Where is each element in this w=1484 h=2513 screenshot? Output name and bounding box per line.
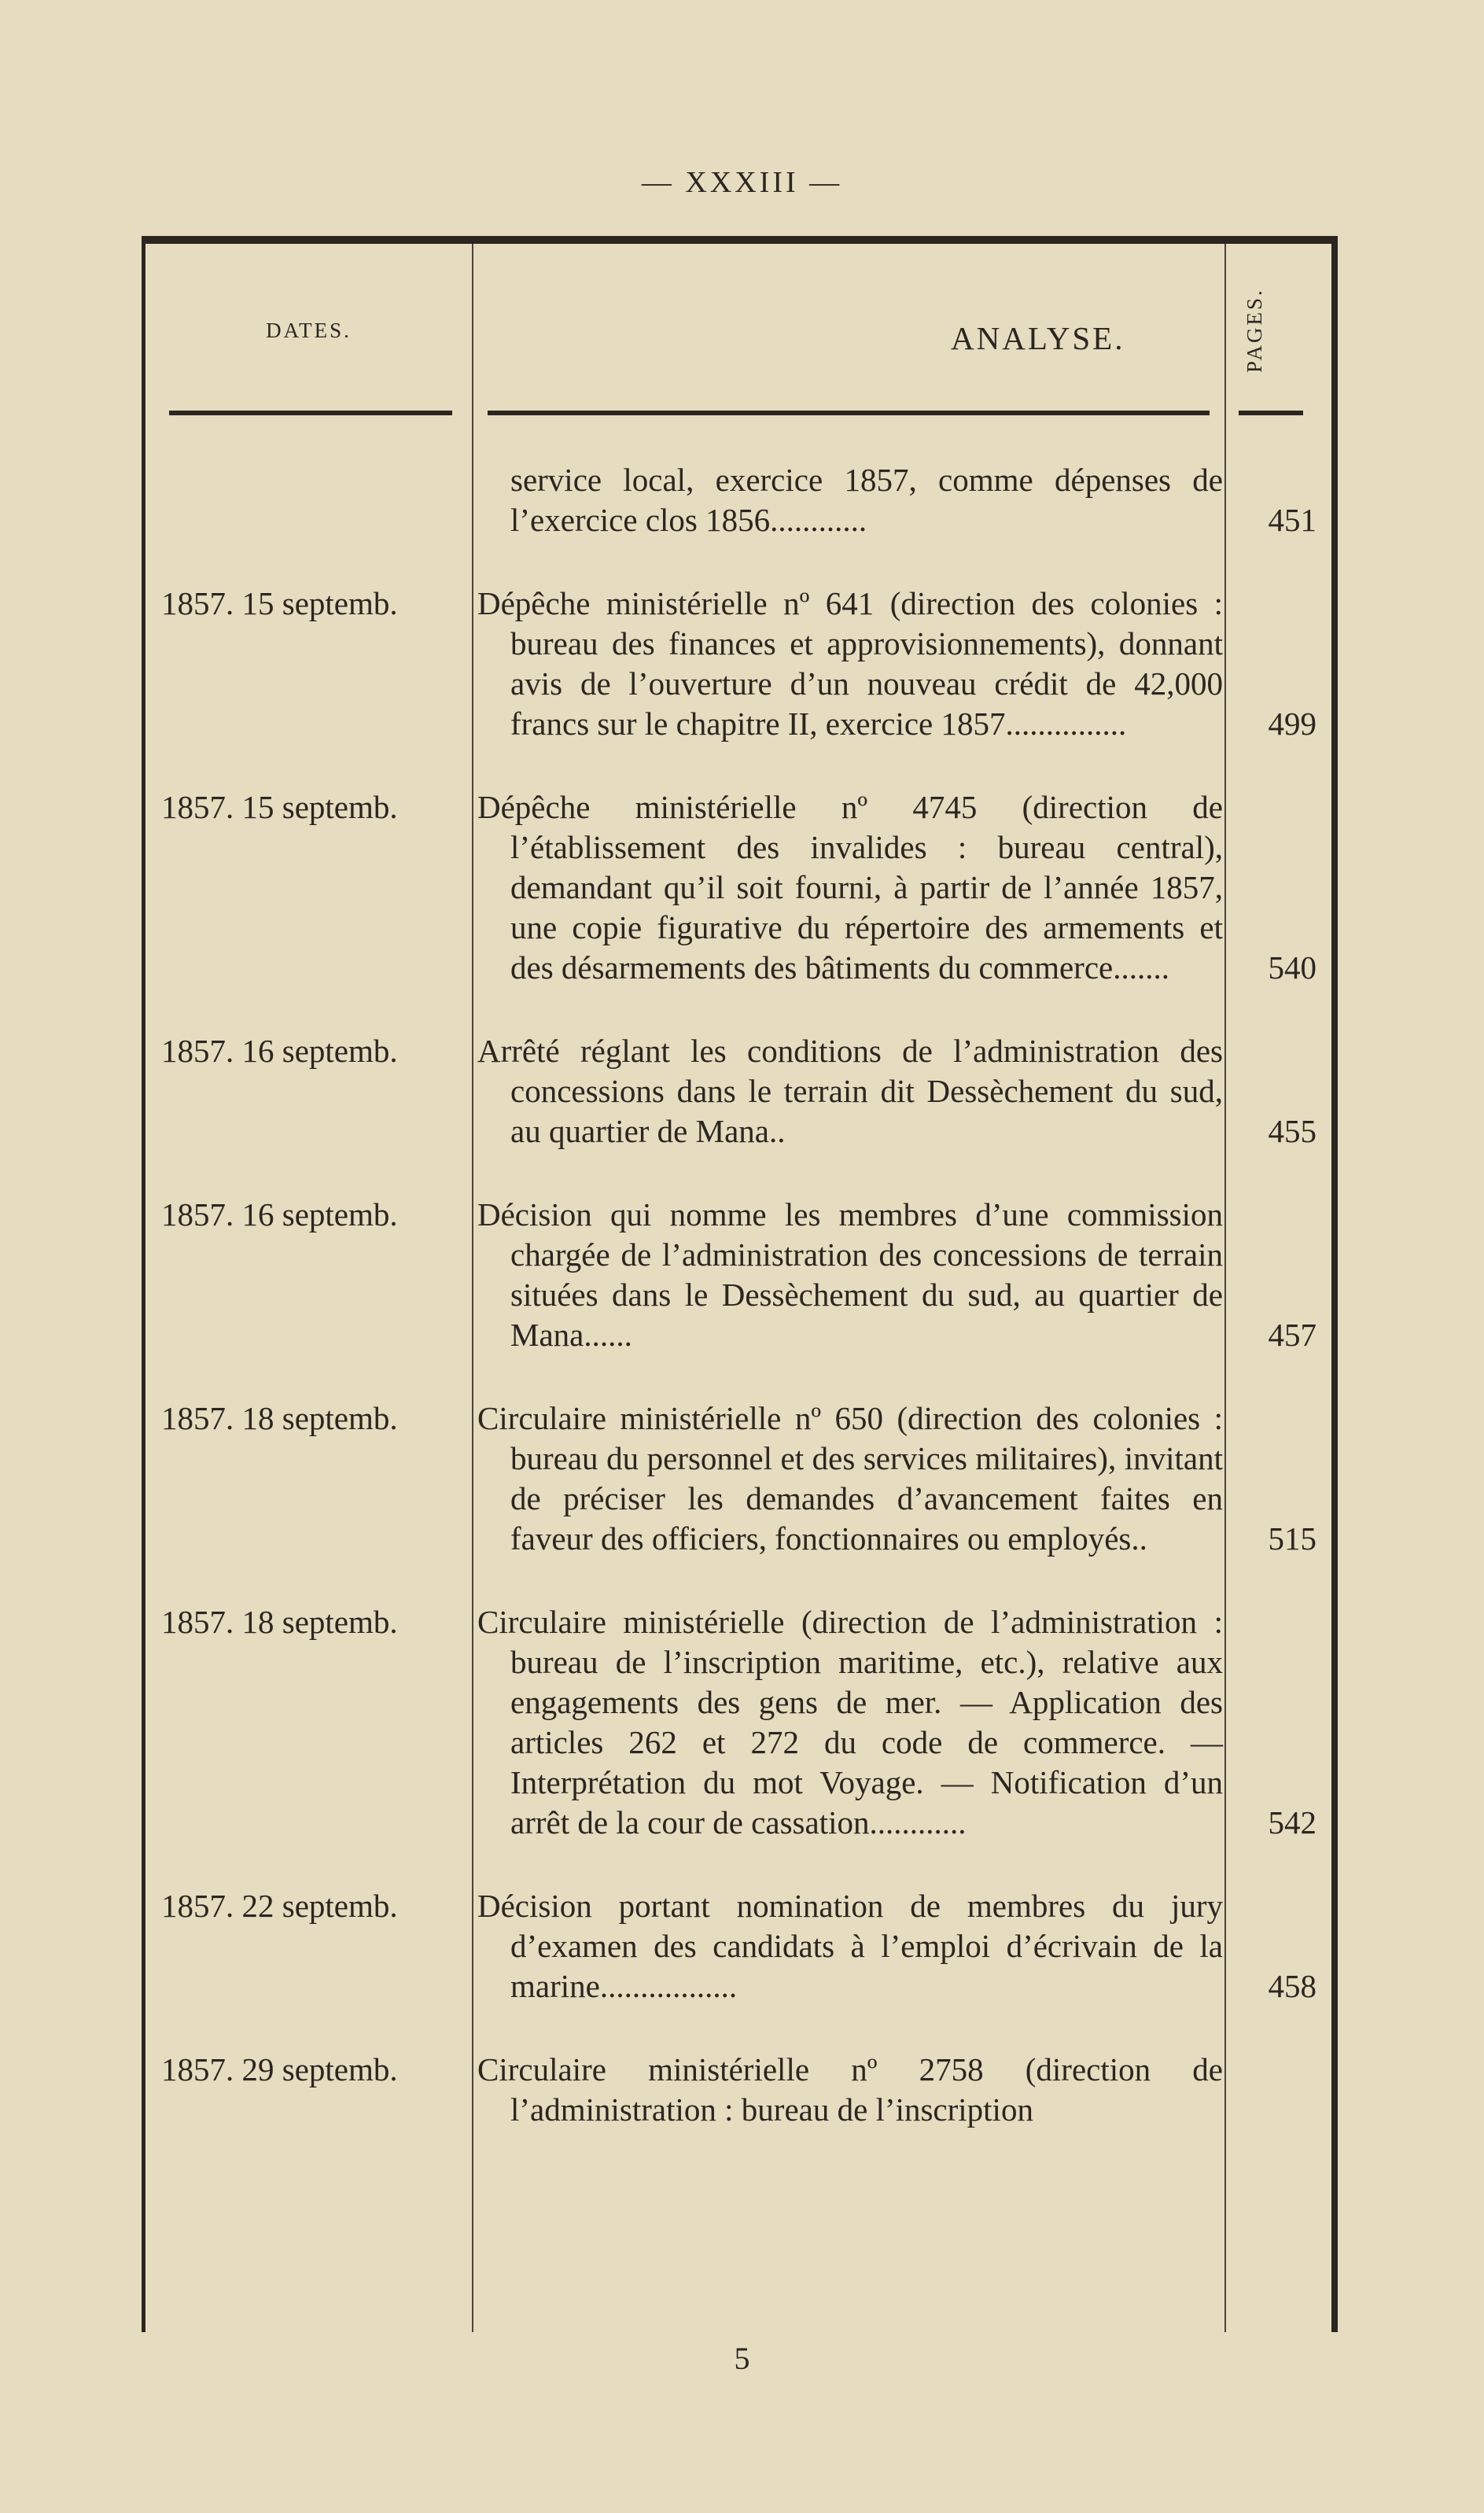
entry-page: 499 (1268, 706, 1316, 742)
entry-analysis: Circulaire ministérielle nº 650 (direction des colonies : bureau du personnel et des services militaires), invitant de préciser les demandes d’avancement faites en faveur des officiers, fonctionnaires ou employés.. (477, 1400, 1223, 1557)
entry-date: 1857. 15 septemb. (161, 789, 398, 825)
entry-page: 455 (1268, 1113, 1316, 1149)
entry-date: 1857. 22 septemb. (161, 1888, 398, 1924)
table-row (0, 787, 1484, 988)
entry-page: 542 (1268, 1804, 1316, 1841)
column-header-analyse: ANALYSE. (951, 320, 1125, 356)
entry-analysis: Décision portant nomination de membres du jury d’examen des candidats à l’emploi d’écrivain de la marine................. (477, 1888, 1223, 2004)
entry-analysis: Dépêche ministérielle nº 641 (direction des colonies : bureau des finances et approvisionnements), donnant avis de l’ouverture d’un nouveau crédit de 42,000 francs sur le chapitre II, exercice 1857............... (477, 585, 1223, 742)
table-row (0, 1031, 1484, 1151)
entry-analysis: Dépêche ministérielle nº 4745 (direction de l’établissement des invalides : bureau central), demandant qu’il soit fourni, à partir de l’année 1857, une copie figurative du répertoire des armements et des désarmements des bâtiments du commerce....... (477, 789, 1223, 986)
page-number-header: — XXXIII — (641, 166, 843, 199)
entry-page: 457 (1268, 1317, 1316, 1353)
signature-mark: 5 (734, 2341, 750, 2376)
table-row (0, 1886, 1484, 2006)
header-rule-pages (1239, 411, 1303, 415)
header-rule-dates (169, 411, 452, 415)
column-header-pages: PAGES. (1243, 288, 1266, 373)
table-row (0, 2050, 1484, 2130)
entry-date: 1857. 15 septemb. (161, 585, 398, 621)
entry-page: 515 (1268, 1520, 1316, 1557)
entry-date: 1857. 16 septemb. (161, 1196, 398, 1233)
entry-page: 540 (1268, 949, 1316, 986)
entry-date: 1857. 18 septemb. (161, 1604, 398, 1640)
entries-list (0, 460, 1484, 2173)
entry-page: 451 (1268, 502, 1316, 538)
table-row (0, 460, 1484, 540)
entry-analysis: Arrêté réglant les conditions de l’administration des concessions dans le terrain dit Dessèchement du sud, au quartier de Mana.. (477, 1033, 1223, 1149)
header-rule-analyse (488, 411, 1210, 415)
entry-analysis: Circulaire ministérielle nº 2758 (direction de l’administration : bureau de l’inscription (477, 2051, 1223, 2128)
entry-date: 1857. 29 septemb. (161, 2051, 398, 2087)
entry-analysis: service local, exercice 1857, comme dépenses de l’exercice clos 1856............ (510, 462, 1223, 538)
table-row (0, 1602, 1484, 1843)
entry-analysis: Circulaire ministérielle (direction de l’administration : bureau de l’inscription maritime, etc.), relative aux engagements des gens de mer. — Application des articles 262 et 272 du code de commerce. — Interprétation du mot Voyage. — Notification d’un arrêt de la cour de cassation............ (477, 1604, 1223, 1841)
entry-date: 1857. 16 septemb. (161, 1033, 398, 1069)
entry-analysis: Décision qui nomme les membres d’une commission chargée de l’administration des concessions de terrain situées dans le Dessèchement du sud, au quartier de Mana...... (477, 1196, 1223, 1353)
entry-page: 458 (1268, 1968, 1316, 2004)
table-row (0, 1195, 1484, 1355)
entry-date: 1857. 18 septemb. (161, 1400, 398, 1436)
table-row (0, 584, 1484, 744)
column-header-dates: DATES. (266, 319, 352, 342)
table-row (0, 1398, 1484, 1559)
